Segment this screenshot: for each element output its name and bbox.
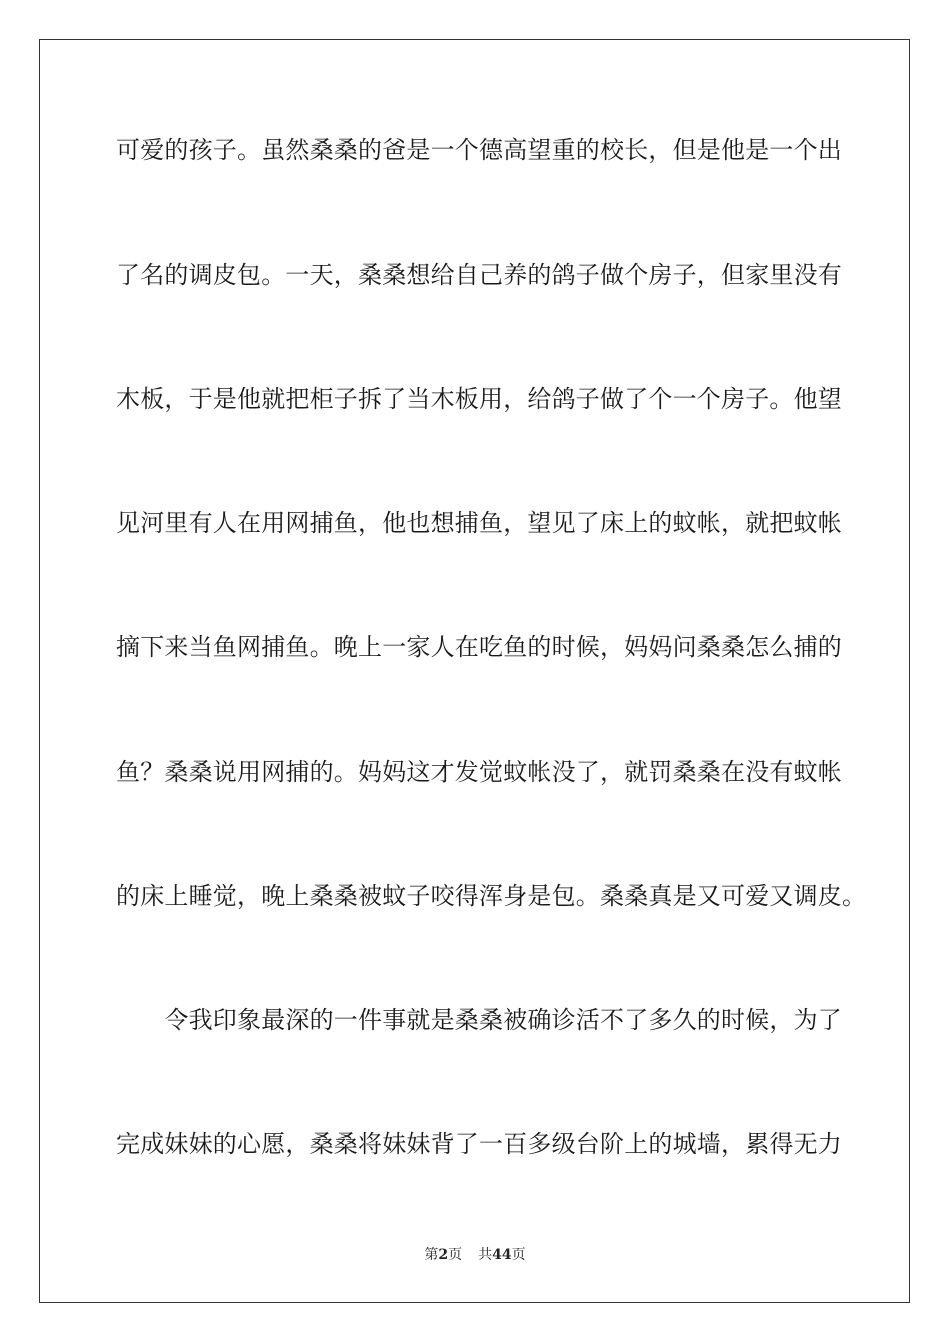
- page-suffix: 页: [448, 1247, 463, 1263]
- text-line: 摘下来当鱼网捕鱼。晚上一家人在吃鱼的时候，妈妈问桑桑怎么捕的: [116, 633, 842, 661]
- text-line: 令我印象最深的一件事就是桑桑被确诊活不了多久的时候，为了: [116, 1006, 842, 1034]
- text-line: 见河里有人在用网捕鱼，他也想捕鱼，望见了床上的蚊帐，就把蚊帐: [116, 509, 842, 537]
- text-line: 完成妹妹的心愿，桑桑将妹妹背了一百多级台阶上的城墙，累得无力: [116, 1130, 842, 1158]
- text-line: 鱼？桑桑说用网捕的。妈妈这才发觉蚊帐没了，就罚桑桑在没有蚊帐: [116, 758, 842, 786]
- text-line: 木板，于是他就把柜子拆了当木板用，给鸽子做了个一个房子。他望: [116, 385, 842, 413]
- text-line: 可爱的孩子。虽然桑桑的爸是一个德高望重的校长，但是他是一个出: [116, 136, 842, 164]
- total-pages: 44: [492, 1247, 512, 1263]
- text-line: 了名的调皮包。一天，桑桑想给自己养的鸽子做个房子，但家里没有: [116, 261, 842, 289]
- text-line: 的床上睡觉，晚上桑桑被蚊子咬得浑身是包。桑桑真是又可爱又调皮。: [116, 882, 867, 910]
- page-number: 2: [438, 1247, 449, 1263]
- page-border: [39, 39, 910, 1303]
- total-suffix: 页: [511, 1247, 526, 1263]
- total-prefix: 共: [478, 1247, 493, 1263]
- page-footer: [0, 1246, 950, 1264]
- page-prefix: 第: [424, 1247, 439, 1263]
